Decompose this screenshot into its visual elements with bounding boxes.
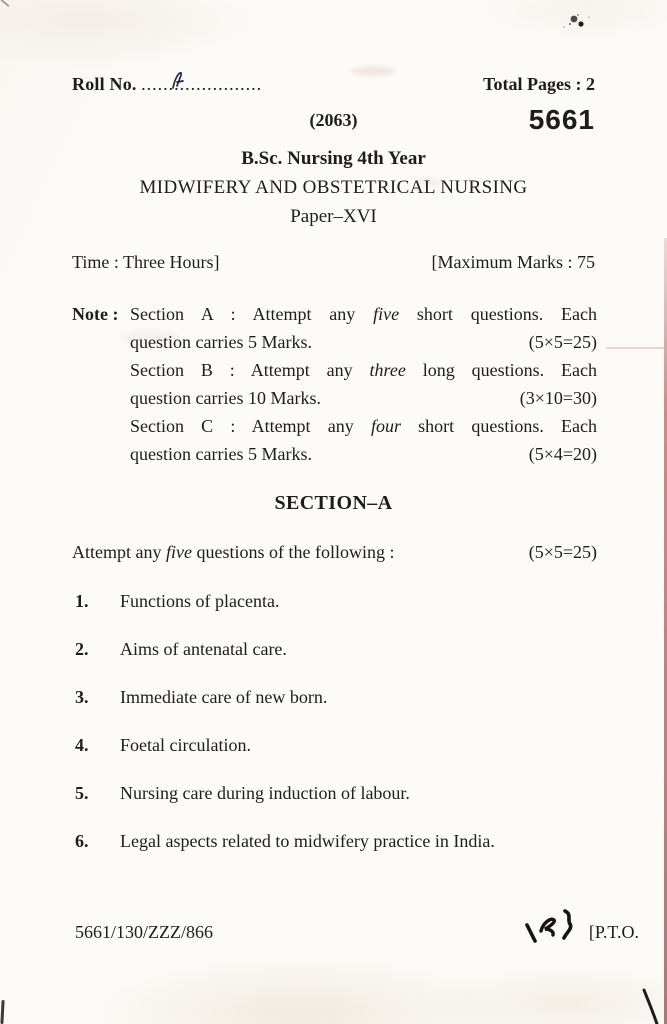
question-row [75, 686, 597, 708]
top-left-scan-mark [1, 0, 10, 7]
roll-number-dots: ...................... [141, 74, 263, 94]
maximum-marks-label: [Maximum Marks : 75 [431, 252, 595, 272]
note-section-a-line2 [130, 328, 597, 356]
question-text: Foetal circulation. [120, 735, 251, 755]
paper-title: Paper–XVI [290, 206, 377, 227]
note-section-a-line1 [130, 300, 597, 328]
exam-year-code: (2063) [309, 110, 358, 130]
note-block [72, 300, 597, 468]
question-text: Aims of antenatal care. [120, 639, 287, 659]
note-label: Note : [72, 304, 119, 324]
time-marks-row [72, 252, 595, 273]
question-row [75, 782, 597, 804]
question-number: 4. [75, 735, 89, 755]
note-text: Section A : Attempt any [130, 304, 356, 324]
note-marks: (5×5=25) [528, 332, 597, 352]
note-text: question carries 5 Marks. [130, 332, 312, 352]
note-section-c-line1 [130, 412, 597, 440]
question-number: 6. [75, 831, 89, 851]
note-text: short questions. Each [416, 304, 598, 324]
question-number: 3. [75, 687, 89, 707]
note-text: Section B : Attempt any [130, 360, 353, 380]
question-number: 2. [75, 639, 89, 659]
note-items [130, 300, 597, 468]
note-emphasis: four [370, 416, 401, 436]
instruction-emphasis: five [165, 542, 192, 562]
print-code: 5661/130/ZZZ/866 [75, 922, 213, 942]
section-a-title: SECTION–A [274, 492, 393, 514]
note-section-c-line2 [130, 440, 597, 468]
code-row [72, 104, 595, 144]
section-a-instruction [72, 542, 597, 563]
footer-right-group [521, 903, 639, 943]
question-text: Immediate care of new born. [120, 687, 328, 707]
roll-number-field [72, 74, 262, 95]
question-row [75, 830, 597, 852]
bottom-left-pen-stroke [0, 1000, 4, 1024]
note-marks: (5×4=20) [528, 444, 597, 464]
note-text: Section C : Attempt any [130, 416, 354, 436]
instruction-suffix: questions of the following : [196, 542, 395, 562]
question-text: Legal aspects related to midwifery practice in India. [120, 831, 495, 851]
note-text: question carries 10 Marks. [130, 388, 321, 408]
question-number: 5. [75, 783, 89, 803]
note-section-b-line1 [130, 356, 597, 384]
question-row [75, 734, 597, 756]
note-text: short questions. Each [418, 416, 597, 436]
note-marks: (3×10=30) [519, 388, 597, 408]
instruction-marks: (5×5=25) [528, 542, 597, 562]
footer-row [75, 903, 639, 943]
question-list [75, 590, 597, 878]
note-emphasis: three [369, 360, 406, 380]
total-pages-label: Total Pages : 2 [483, 74, 595, 94]
question-row [75, 638, 597, 660]
question-text: Functions of placenta. [120, 591, 280, 611]
pto-label: [P.T.O. [588, 922, 639, 942]
time-label: Time : Three Hours] [72, 252, 220, 272]
instruction-text [72, 542, 394, 563]
roll-number-label: Roll No. [72, 74, 137, 94]
question-number: 1. [75, 591, 89, 611]
bottom-right-pen-stroke [641, 988, 661, 1024]
paper-number: 5661 [528, 104, 595, 135]
question-row [75, 590, 597, 612]
note-text: question carries 5 Marks. [130, 444, 312, 464]
note-text: long questions. Each [422, 360, 598, 380]
course-title: B.Sc. Nursing 4th Year [241, 148, 426, 169]
ink-blot-mark [558, 8, 598, 38]
scan-pink-tick [606, 347, 664, 349]
roll-total-pages-row [72, 74, 595, 95]
handwritten-scribble-mark [521, 907, 583, 947]
subject-title: MIDWIFERY AND OBSTETRICAL NURSING [139, 177, 528, 198]
instruction-prefix: Attempt any [72, 542, 162, 562]
note-section-b-line2 [130, 384, 597, 412]
note-emphasis: five [373, 304, 400, 324]
question-text: Nursing care during induction of labour. [120, 783, 410, 803]
